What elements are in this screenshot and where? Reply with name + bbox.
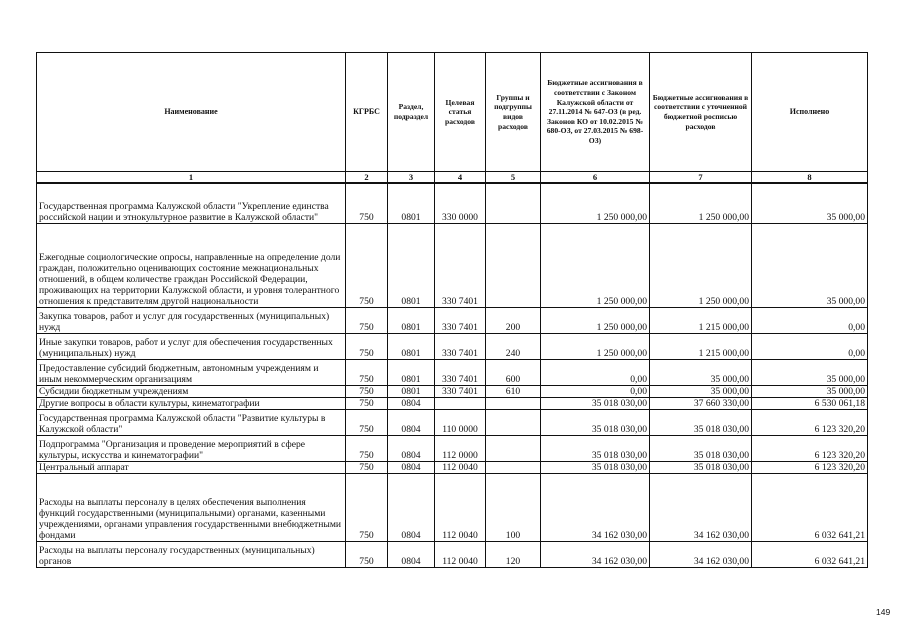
row-revised-cell: 35 000,00 bbox=[650, 385, 752, 397]
row-name-cell: Закупка товаров, работ и услуг для государственных (муниципальных) нужд bbox=[37, 307, 346, 333]
row-kgrbs-cell: 750 bbox=[346, 435, 388, 461]
row-group-cell: 100 bbox=[486, 473, 541, 541]
row-group-cell bbox=[486, 223, 541, 307]
header-kgrbs: КГРБС bbox=[346, 53, 388, 172]
row-name-cell: Ежегодные социологические опросы, направленные на определение доли граждан, положительно оценивающих состояние межнациональных отношений, в общем количестве граждан Российской Федерации, проживающих на территории Калужской области, и уровня толерантного отношения к представителям другой национальности bbox=[37, 223, 346, 307]
row-section-cell: 0804 bbox=[388, 397, 435, 409]
row-target-cell: 330 7401 bbox=[435, 223, 486, 307]
column-number: 4 bbox=[435, 172, 486, 184]
column-number-row bbox=[37, 172, 868, 184]
row-executed-cell: 6 123 320,20 bbox=[752, 409, 868, 435]
row-kgrbs-cell: 750 bbox=[346, 541, 388, 567]
row-target-cell: 112 0040 bbox=[435, 541, 486, 567]
row-budget-cell: 35 018 030,00 bbox=[541, 397, 650, 409]
table-row bbox=[37, 333, 868, 359]
header-target: Целевая статья расходов bbox=[435, 53, 486, 172]
row-section-cell: 0804 bbox=[388, 461, 435, 473]
row-revised-cell: 35 018 030,00 bbox=[650, 461, 752, 473]
row-section-cell: 0804 bbox=[388, 435, 435, 461]
header-row bbox=[37, 53, 868, 172]
row-section-cell: 0804 bbox=[388, 541, 435, 567]
row-budget-cell: 35 018 030,00 bbox=[541, 409, 650, 435]
page-number: 149 bbox=[876, 607, 891, 617]
row-revised-cell: 34 162 030,00 bbox=[650, 473, 752, 541]
row-revised-cell: 1 250 000,00 bbox=[650, 183, 752, 223]
header-executed: Исполнено bbox=[752, 53, 868, 172]
row-executed-cell: 6 032 641,21 bbox=[752, 473, 868, 541]
row-section-cell: 0801 bbox=[388, 223, 435, 307]
table-row bbox=[37, 473, 868, 541]
row-kgrbs-cell: 750 bbox=[346, 397, 388, 409]
row-budget-cell: 35 018 030,00 bbox=[541, 461, 650, 473]
row-kgrbs-cell: 750 bbox=[346, 333, 388, 359]
row-name-cell: Расходы на выплаты персоналу государственных (муниципальных) органов bbox=[37, 541, 346, 567]
budget-sheet bbox=[36, 52, 868, 568]
row-section-cell: 0804 bbox=[388, 409, 435, 435]
row-section-cell: 0801 bbox=[388, 183, 435, 223]
row-name-cell: Другие вопросы в области культуры, кинематографии bbox=[37, 397, 346, 409]
row-group-cell: 240 bbox=[486, 333, 541, 359]
row-executed-cell: 6 530 061,18 bbox=[752, 397, 868, 409]
row-kgrbs-cell: 750 bbox=[346, 223, 388, 307]
row-group-cell bbox=[486, 461, 541, 473]
table-row bbox=[37, 307, 868, 333]
row-group-cell bbox=[486, 409, 541, 435]
row-executed-cell: 6 032 641,21 bbox=[752, 541, 868, 567]
column-number: 1 bbox=[37, 172, 346, 184]
row-name-cell: Субсидии бюджетным учреждениям bbox=[37, 385, 346, 397]
table-row bbox=[37, 223, 868, 307]
row-kgrbs-cell: 750 bbox=[346, 473, 388, 541]
row-group-cell bbox=[486, 183, 541, 223]
row-kgrbs-cell: 750 bbox=[346, 385, 388, 397]
row-executed-cell: 0,00 bbox=[752, 333, 868, 359]
table-row bbox=[37, 409, 868, 435]
row-executed-cell: 35 000,00 bbox=[752, 359, 868, 385]
row-budget-cell: 1 250 000,00 bbox=[541, 307, 650, 333]
row-target-cell: 330 0000 bbox=[435, 183, 486, 223]
row-executed-cell: 6 123 320,20 bbox=[752, 461, 868, 473]
header-group: Группы и подгруппы видов расходов bbox=[486, 53, 541, 172]
row-budget-cell: 34 162 030,00 bbox=[541, 473, 650, 541]
table-row bbox=[37, 435, 868, 461]
budget-table bbox=[36, 52, 868, 568]
header-name: Наименование bbox=[37, 53, 346, 172]
row-target-cell: 110 0000 bbox=[435, 409, 486, 435]
row-name-cell: Центральный аппарат bbox=[37, 461, 346, 473]
row-group-cell bbox=[486, 397, 541, 409]
row-executed-cell: 35 000,00 bbox=[752, 183, 868, 223]
column-number: 8 bbox=[752, 172, 868, 184]
row-name-cell: Подпрограмма "Организация и проведение мероприятий в сфере культуры, искусства и кинематографии" bbox=[37, 435, 346, 461]
row-executed-cell: 6 123 320,20 bbox=[752, 435, 868, 461]
row-section-cell: 0801 bbox=[388, 307, 435, 333]
row-target-cell: 112 0040 bbox=[435, 461, 486, 473]
row-target-cell: 330 7401 bbox=[435, 333, 486, 359]
row-name-cell: Иные закупки товаров, работ и услуг для обеспечения государственных (муниципальных) нужд bbox=[37, 333, 346, 359]
row-section-cell: 0801 bbox=[388, 359, 435, 385]
row-revised-cell: 35 000,00 bbox=[650, 359, 752, 385]
row-name-cell: Предоставление субсидий бюджетным, автономным учреждениям и иным некоммерческим организациям bbox=[37, 359, 346, 385]
row-kgrbs-cell: 750 bbox=[346, 307, 388, 333]
row-section-cell: 0804 bbox=[388, 473, 435, 541]
row-executed-cell: 0,00 bbox=[752, 307, 868, 333]
row-budget-cell: 1 250 000,00 bbox=[541, 223, 650, 307]
row-executed-cell: 35 000,00 bbox=[752, 385, 868, 397]
row-executed-cell: 35 000,00 bbox=[752, 223, 868, 307]
column-number: 6 bbox=[541, 172, 650, 184]
column-number: 2 bbox=[346, 172, 388, 184]
row-section-cell: 0801 bbox=[388, 385, 435, 397]
row-group-cell bbox=[486, 435, 541, 461]
row-kgrbs-cell: 750 bbox=[346, 461, 388, 473]
table-body bbox=[37, 172, 868, 568]
table-row bbox=[37, 397, 868, 409]
row-target-cell bbox=[435, 397, 486, 409]
row-revised-cell: 34 162 030,00 bbox=[650, 541, 752, 567]
row-group-cell: 610 bbox=[486, 385, 541, 397]
row-budget-cell: 0,00 bbox=[541, 359, 650, 385]
row-budget-cell: 1 250 000,00 bbox=[541, 333, 650, 359]
row-name-cell: Расходы на выплаты персоналу в целях обеспечения выполнения функций государственными (муниципальными) органами, казенными учреждениями, органами управления государственными внебюджетными фондами bbox=[37, 473, 346, 541]
header-revised: Бюджетные ассигнования в соответствии с уточненной бюджетной росписью расходов bbox=[650, 53, 752, 172]
row-group-cell: 120 bbox=[486, 541, 541, 567]
row-target-cell: 112 0040 bbox=[435, 473, 486, 541]
row-target-cell: 330 7401 bbox=[435, 385, 486, 397]
column-number: 7 bbox=[650, 172, 752, 184]
column-number: 3 bbox=[388, 172, 435, 184]
table-row bbox=[37, 385, 868, 397]
row-group-cell: 200 bbox=[486, 307, 541, 333]
row-kgrbs-cell: 750 bbox=[346, 409, 388, 435]
table-row bbox=[37, 359, 868, 385]
row-budget-cell: 35 018 030,00 bbox=[541, 435, 650, 461]
row-kgrbs-cell: 750 bbox=[346, 183, 388, 223]
row-revised-cell: 37 660 330,00 bbox=[650, 397, 752, 409]
header-budget: Бюджетные ассигнования в соответствии с Законом Калужской области от 27.11.2014 № 647-ОЗ (в ред. Законов КО от 10.02.2015 № 680-ОЗ, от 27.03.2015 № 698-ОЗ) bbox=[541, 53, 650, 172]
table-row bbox=[37, 183, 868, 223]
table-row bbox=[37, 541, 868, 567]
row-name-cell: Государственная программа Калужской области "Развитие культуры в Калужской области" bbox=[37, 409, 346, 435]
row-target-cell: 330 7401 bbox=[435, 307, 486, 333]
table-row bbox=[37, 461, 868, 473]
row-section-cell: 0801 bbox=[388, 333, 435, 359]
row-revised-cell: 1 215 000,00 bbox=[650, 333, 752, 359]
row-name-cell: Государственная программа Калужской области "Укрепление единства российской нации и этнокультурное развитие в Калужской области" bbox=[37, 183, 346, 223]
row-target-cell: 112 0000 bbox=[435, 435, 486, 461]
row-budget-cell: 34 162 030,00 bbox=[541, 541, 650, 567]
header-section: Раздел, подраздел bbox=[388, 53, 435, 172]
row-group-cell: 600 bbox=[486, 359, 541, 385]
column-number: 5 bbox=[486, 172, 541, 184]
row-revised-cell: 35 018 030,00 bbox=[650, 409, 752, 435]
row-revised-cell: 1 215 000,00 bbox=[650, 307, 752, 333]
row-target-cell: 330 7401 bbox=[435, 359, 486, 385]
row-budget-cell: 1 250 000,00 bbox=[541, 183, 650, 223]
row-revised-cell: 1 250 000,00 bbox=[650, 223, 752, 307]
row-kgrbs-cell: 750 bbox=[346, 359, 388, 385]
row-budget-cell: 0,00 bbox=[541, 385, 650, 397]
row-revised-cell: 35 018 030,00 bbox=[650, 435, 752, 461]
